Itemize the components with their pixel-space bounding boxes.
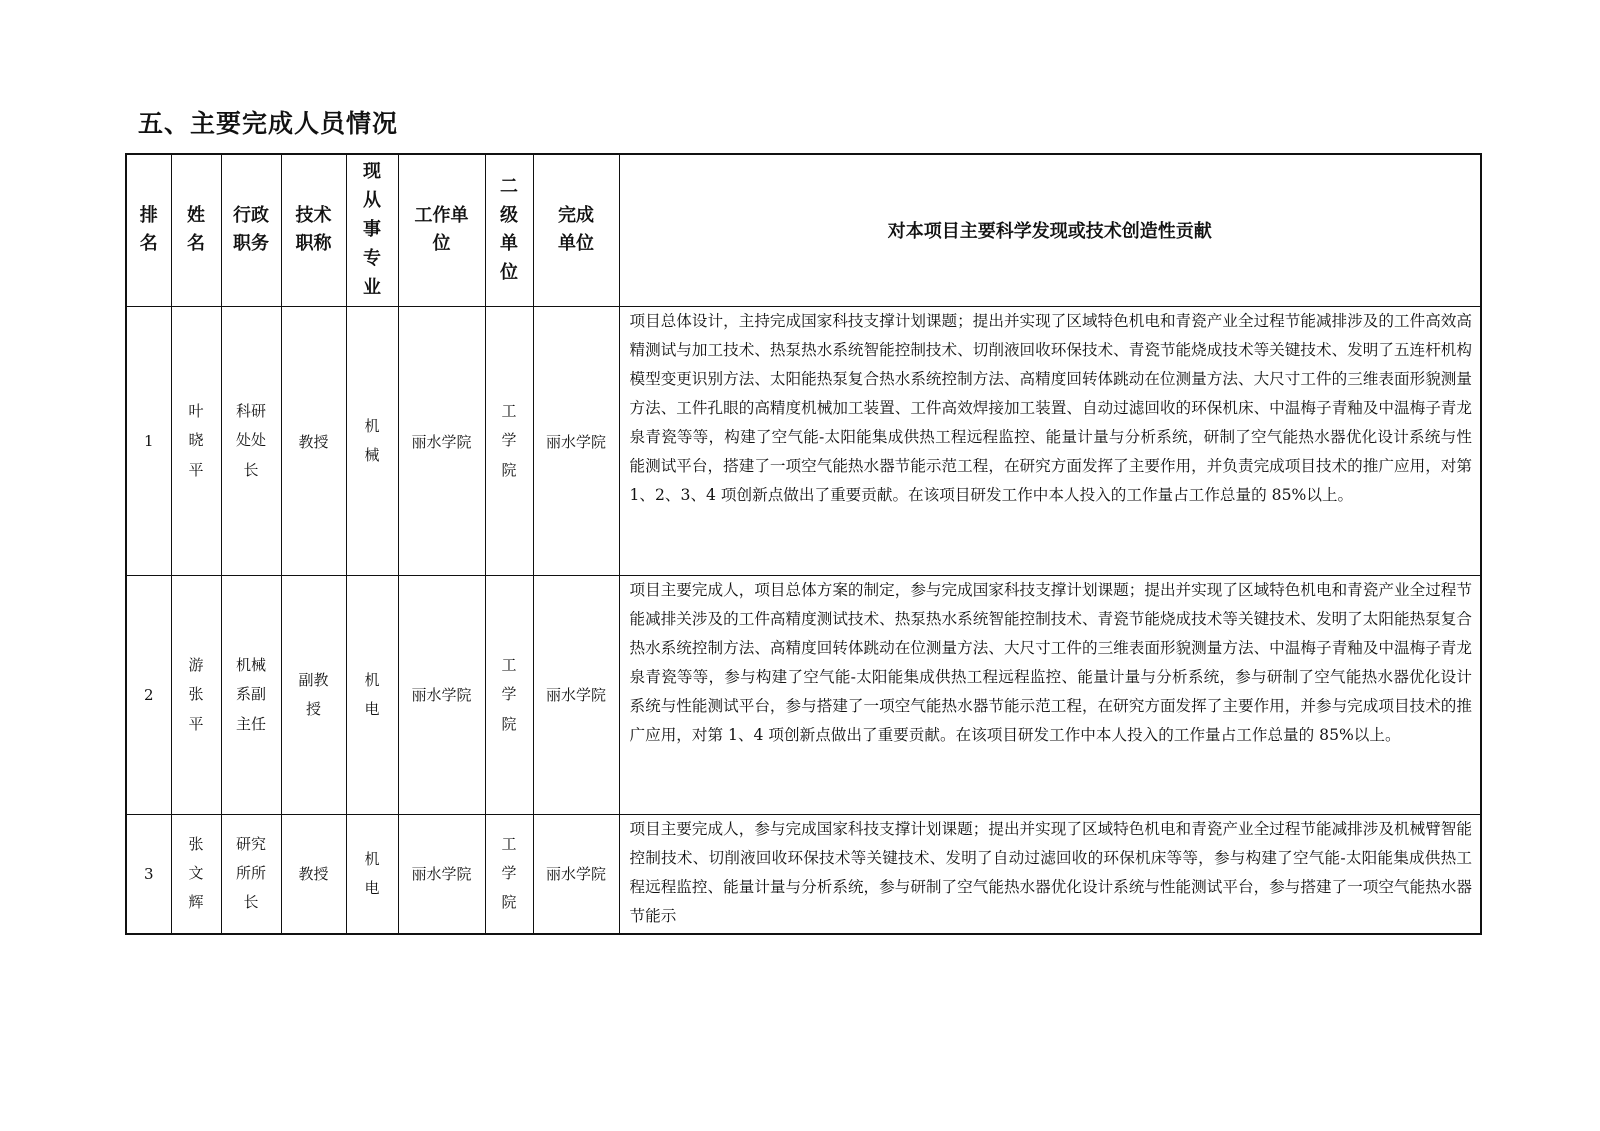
header-completion-unit: 完成单位 [533,154,619,306]
cell-name: 张文辉 [171,814,221,934]
header-rank: 排名 [126,154,171,306]
cell-rank: 1 [126,306,171,575]
header-name: 姓名 [171,154,221,306]
cell-rank: 2 [126,576,171,815]
cell-tech-title: 教授 [281,814,346,934]
cell-major: 机电 [346,814,398,934]
cell-dept: 工学院 [485,306,533,575]
cell-admin-post: 机械系副主任 [221,576,281,815]
header-contribution: 对本项目主要科学发现或技术创造性贡献 [619,154,1481,306]
cell-tech-title: 副教授 [281,576,346,815]
table-row [126,306,1481,575]
cell-completion-unit: 丽水学院 [533,306,619,575]
cell-work-unit: 丽水学院 [398,306,485,575]
table-header-row [126,154,1481,306]
persons-table [125,153,1482,935]
cell-completion-unit: 丽水学院 [533,814,619,934]
cell-work-unit: 丽水学院 [398,814,485,934]
header-tech-title: 技术职称 [281,154,346,306]
contribution-text: 项目主要完成人，参与完成国家科技支撑计划课题；提出并实现了区域特色机电和青瓷产业全过程节能减排涉及机械臂智能控制技术、切削液回收环保技术等关键技术、发明了自动过滤回收的环保机床等等，参与构建了空气能-太阳能集成供热工程远程监控、能量计量与分析系统，参与研制了空气能热水器优化设计系统与性能测试平台，参与搭建了一项空气能热水器节能示 [629,819,1472,925]
cell-major: 机械 [346,306,398,575]
cell-major: 机电 [346,576,398,815]
cell-name: 游张平 [171,576,221,815]
header-admin-post: 行政职务 [221,154,281,306]
cell-name: 叶晓平 [171,306,221,575]
table-row [126,576,1481,815]
cell-contribution [619,814,1481,934]
cell-rank: 3 [126,814,171,934]
cell-work-unit: 丽水学院 [398,576,485,815]
cell-admin-post: 研究所所长 [221,814,281,934]
cell-contribution: 项目总体设计，主持完成国家科技支撑计划课题；提出并实现了区域特色机电和青瓷产业全过程节能减排涉及的工件高效高精测试与加工技术、热泵热水系统智能控制技术、切削液回收环保技术、青瓷节能烧成技术等关键技术、发明了五连杆机构模型变更识别方法、太阳能热泵复合热水系统控制方法、高精度回转体跳动在位测量方法、大尺寸工件的三维表面形貌测量方法、工件孔眼的高精度机械加工装置、工件高效焊接加工装置、自动过滤回收的环保机床、中温梅子青釉及中温梅子青龙泉青瓷等等，构建了空气能-太阳能集成供热工程远程监控、能量计量与分析系统，研制了空气能热水器优化设计系统与性能测试平台，搭建了一项空气能热水器节能示范工程，在研究方面发挥了主要作用，并负责完成项目技术的推广应用，对第 1、2、3、4 项创新点做出了重要贡献。在该项目研发工作中本人投入的工作量占工作总量的 85%以上。 [619,306,1481,575]
cell-dept: 工学院 [485,814,533,934]
cell-admin-post: 科研处处长 [221,306,281,575]
table-row [126,814,1481,934]
section-title: 五、主要完成人员情况 [138,109,399,138]
header-dept: 二级单位 [485,154,533,306]
cell-tech-title: 教授 [281,306,346,575]
cell-dept: 工学院 [485,576,533,815]
header-work-unit: 工作单位 [398,154,485,306]
cell-completion-unit: 丽水学院 [533,576,619,815]
cell-contribution: 项目主要完成人，项目总体方案的制定，参与完成国家科技支撑计划课题；提出并实现了区域特色机电和青瓷产业全过程节能减排关涉及的工件高精度测试技术、热泵热水系统智能控制技术、青瓷节能烧成技术等关键技术、发明了太阳能热泵复合热水系统控制方法、高精度回转体跳动在位测量方法、大尺寸工件的三维表面形貌测量方法、中温梅子青釉及中温梅子青龙泉青瓷等等，参与构建了空气能-太阳能集成供热工程远程监控、能量计量与分析系统，参与研制了空气能热水器优化设计系统与性能测试平台，参与搭建了一项空气能热水器节能示范工程，在研究方面发挥了主要作用，并参与完成项目技术的推广应用，对第 1、4 项创新点做出了重要贡献。在该项目研发工作中本人投入的工作量占工作总量的 85%以上。 [619,576,1481,815]
header-major: 现从事专业 [346,154,398,306]
